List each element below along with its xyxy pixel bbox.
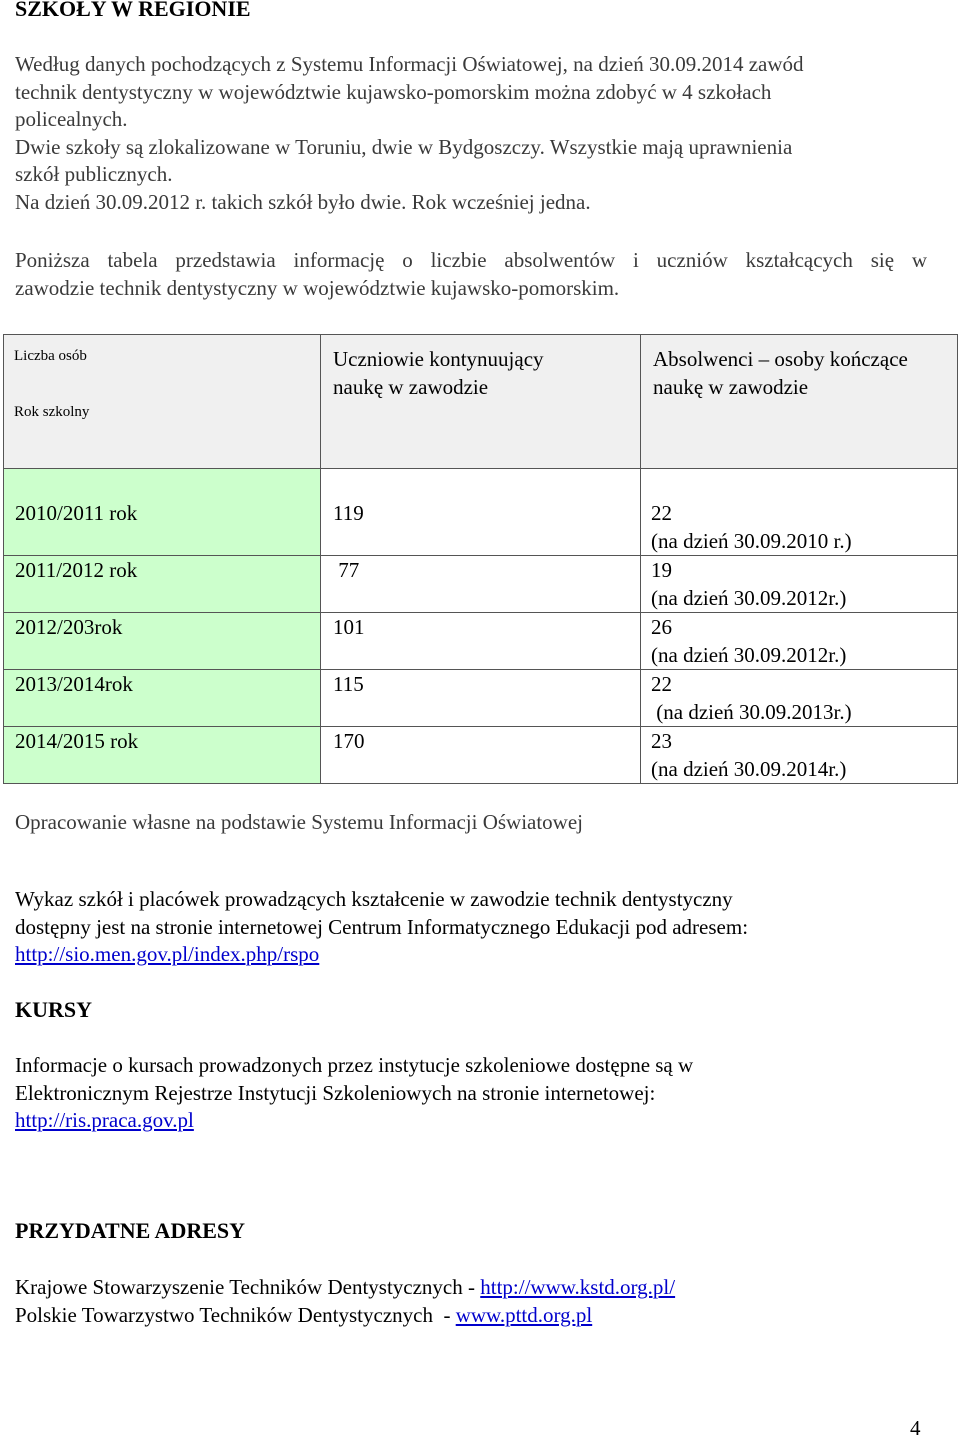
header-cell-people-year <box>4 335 321 469</box>
section-title-schools: SZKOŁY W REGIONIE <box>15 0 251 21</box>
graduates-cell <box>641 613 958 670</box>
graduates-date-note: (na dzień 30.09.2013r.) <box>651 700 852 724</box>
table-row <box>4 727 958 784</box>
location-line: szkół publicznych. <box>15 162 173 186</box>
courses-line: Informacje o kursach prowadzonych przez instytucje szkoleniowe dostępne są w <box>15 1053 694 1077</box>
header-people-count: Liczba osób <box>14 348 87 364</box>
kstd-link[interactable]: http://www.kstd.org.pl/ <box>480 1275 676 1299</box>
source-note: Opracowanie własne na podstawie Systemu Informacji Oświatowej <box>15 810 584 834</box>
graduates-date-note: (na dzień 30.09.2012r.) <box>651 586 847 610</box>
table-row <box>4 613 958 670</box>
schools-list-line: Wykaz szkół i placówek prowadzących kształcenie w zawodzie technik dentystyczny <box>15 887 733 911</box>
header-students-line1: Uczniowie kontynuujący <box>333 347 544 371</box>
graduates-count: 23 <box>651 729 672 753</box>
graduates-date-note: (na dzień 30.09.2014r.) <box>651 757 847 781</box>
graduates-count: 26 <box>651 615 672 639</box>
address-label: Krajowe Stowarzyszenie Techników Dentystycznych - <box>15 1275 481 1299</box>
address-label: Polskie Towarzystwo Techników Dentystycznych - <box>15 1302 456 1327</box>
table-row <box>4 469 958 556</box>
header-students-line2: naukę w zawodzie <box>333 375 489 399</box>
section-title-addresses: PRZYDATNE ADRESY <box>15 1218 246 1243</box>
schools-list-line: dostępny jest na stronie internetowej Centrum Informatycznego Edukacji pod adresem: <box>15 914 749 939</box>
graduates-cell <box>641 670 958 727</box>
intro-paragraph <box>15 51 927 216</box>
address-item <box>15 1302 927 1330</box>
location-line: Na dzień 30.09.2012 r. takich szkół było dwie. Rok wcześniej jedna. <box>15 189 591 214</box>
students-cell: 101 <box>321 613 641 670</box>
addresses-list <box>15 1274 927 1329</box>
students-cell: 77 <box>321 556 641 613</box>
year-cell: 2013/2014rok <box>4 670 321 727</box>
header-cell-graduates <box>641 335 958 469</box>
ris-link[interactable]: http://ris.praca.gov.pl <box>15 1108 194 1132</box>
students-cell: 119 <box>321 469 641 556</box>
intro-line: policealnych. <box>15 107 128 131</box>
year-cell: 2011/2012 rok <box>4 556 321 613</box>
graduates-table <box>3 334 958 784</box>
year-cell: 2014/2015 rok <box>4 727 321 784</box>
intro-line: Według danych pochodzących z Systemu Informacji Oświatowej, na dzień 30.09.2014 zawód <box>15 52 804 76</box>
table-intro-line: zawodzie technik dentystyczny w województwie kujawsko-pomorskim. <box>15 275 620 300</box>
header-cell-students <box>321 335 641 469</box>
year-cell: 2012/203rok <box>4 613 321 670</box>
section-title-courses: KURSY <box>15 997 93 1022</box>
page-number: 4 <box>910 1416 921 1440</box>
graduates-date-note: (na dzień 30.09.2012r.) <box>651 643 847 667</box>
table-intro-line: Poniższa tabela przedstawia informację o liczbie absolwentów i uczniów kształcących się w <box>15 248 927 272</box>
pttd-link[interactable]: www.pttd.org.pl <box>455 1302 593 1327</box>
table-row <box>4 556 958 613</box>
table-header-row <box>4 335 958 469</box>
sio-link[interactable]: http://sio.men.gov.pl/index.php/rspo <box>15 942 320 966</box>
graduates-count: 19 <box>651 558 672 582</box>
graduates-cell <box>641 469 958 556</box>
intro-line: technik dentystyczny w województwie kujawsko-pomorskim można zdobyć w 4 szkołach <box>15 79 772 104</box>
header-school-year: Rok szkolny <box>14 404 90 420</box>
location-line: Dwie szkoły są zlokalizowane w Toruniu, dwie w Bydgoszczy. Wszystkie mają uprawnienia <box>15 134 793 159</box>
graduates-count: 22 <box>651 672 672 696</box>
schools-list-paragraph <box>15 886 927 969</box>
courses-line: Elektronicznym Rejestrze Instytucji Szkoleniowych na stronie internetowej: <box>15 1080 656 1105</box>
header-graduates-line2: naukę w zawodzie <box>653 375 809 399</box>
header-graduates-line1: Absolwenci – osoby kończące <box>653 347 908 371</box>
students-cell: 115 <box>321 670 641 727</box>
students-cell: 170 <box>321 727 641 784</box>
courses-paragraph <box>15 1052 927 1135</box>
graduates-date-note: (na dzień 30.09.2010 r.) <box>651 529 852 553</box>
graduates-cell <box>641 727 958 784</box>
table-intro-paragraph <box>15 247 927 302</box>
graduates-count: 22 <box>651 501 672 525</box>
table-row <box>4 670 958 727</box>
graduates-cell <box>641 556 958 613</box>
address-item <box>15 1274 927 1302</box>
year-cell: 2010/2011 rok <box>4 469 321 556</box>
